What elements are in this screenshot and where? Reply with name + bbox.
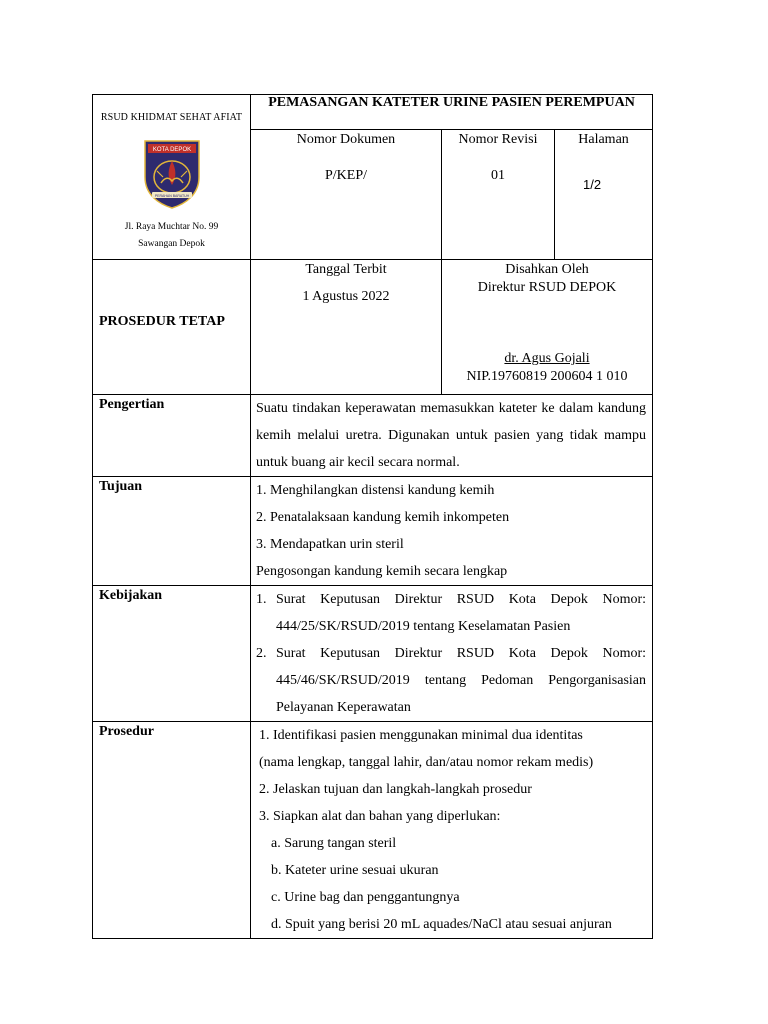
tanggal-terbit-cell: [251, 260, 442, 395]
nomor-dokumen-value: P/KEP/: [324, 168, 367, 183]
prosedur-sub-item: b. Kateter urine sesuai ukuran: [271, 863, 439, 878]
tujuan-item: 1. Menghilangkan distensi kandung kemih: [256, 483, 495, 498]
prosedur-sub-item: c. Urine bag dan penggantungnya: [271, 890, 460, 905]
prosedur-content: [251, 722, 653, 939]
document-title: PEMASANGAN KATETER URINE PASIEN PEREMPUAN: [251, 95, 653, 130]
prosedur-line: 2. Jelaskan tujuan dan langkah-langkah prosedur: [259, 782, 532, 797]
kebijakan-item-text: Surat Keputusan Direktur RSUD Kota Depok Nomor: 445/46/SK/RSUD/2019 tentang Pedoman Pengorganisasian Pelayanan Keperawatan: [276, 646, 647, 715]
prosedur-line: (nama lengkap, tanggal lahir, dan/atau nomor rekam medis): [259, 755, 594, 770]
prosedur-tetap-cell: [93, 260, 251, 395]
kebijakan-label: Kebijakan: [93, 586, 251, 722]
disahkan-cell: [442, 260, 653, 395]
disahkan-title: Direktur RSUD DEPOK: [477, 280, 617, 295]
hospital-info-cell: [93, 95, 251, 260]
nomor-revisi-label: Nomor Revisi: [458, 132, 538, 147]
nomor-dokumen-label: Nomor Dokumen: [296, 132, 396, 147]
tujuan-item: Pengosongan kandung kemih secara lengkap: [256, 564, 508, 579]
sop-document: [92, 94, 652, 939]
pengertian-label: Pengertian: [93, 395, 251, 477]
tanggal-terbit-value: 1 Agustus 2022: [302, 289, 390, 304]
tujuan-item: 2. Penatalaksaan kandung kemih inkompeten: [256, 510, 510, 525]
nomor-revisi-cell: [442, 130, 555, 260]
address-line-1: Jl. Raya Muchtar No. 99: [124, 222, 219, 232]
kebijakan-item: [256, 586, 646, 640]
kebijakan-item-number: 1.: [256, 592, 267, 607]
nomor-revisi-value: 01: [491, 168, 505, 183]
prosedur-sub-item: a. Sarung tangan steril: [271, 836, 397, 851]
nomor-dokumen-cell: [251, 130, 442, 260]
halaman-value: 1/2: [583, 177, 602, 192]
logo-ribbon-text: PERAHAN BARATUH: [154, 194, 189, 198]
prosedur-sub-item: d. Spuit yang berisi 20 mL aquades/NaCl atau sesuai anjuran: [271, 917, 612, 932]
tanggal-terbit-label: Tanggal Terbit: [305, 262, 387, 277]
kebijakan-item-text: Surat Keputusan Direktur RSUD Kota Depok Nomor: 444/25/SK/RSUD/2019 tentang Keselamatan Pasien: [276, 592, 647, 634]
tujuan-item: 3. Mendapatkan urin steril: [256, 537, 404, 552]
kota-depok-logo: [141, 137, 203, 209]
kebijakan-content: [251, 586, 653, 722]
disahkan-label: Disahkan Oleh: [505, 262, 589, 277]
tujuan-content: [251, 477, 653, 586]
prosedur-line: 1. Identifikasi pasien menggunakan minimal dua identitas: [259, 728, 583, 743]
prosedur-label: Prosedur: [93, 722, 251, 939]
hospital-name: RSUD KHIDMAT SEHAT AFIAT: [100, 112, 243, 123]
sop-table: [92, 94, 653, 939]
halaman-cell: [555, 130, 653, 260]
signatory-name: dr. Agus Gojali: [504, 351, 590, 366]
logo-banner-text: KOTA DEPOK: [152, 147, 191, 153]
pengertian-text: Suatu tindakan keperawatan memasukkan kateter ke dalam kandung kemih melalui uretra. Digunakan untuk pasien yang tidak mampu untuk buang air kecil secara normal.: [251, 395, 653, 477]
prosedur-line: 3. Siapkan alat dan bahan yang diperlukan:: [259, 809, 501, 824]
kebijakan-item-number: 2.: [256, 646, 267, 661]
tujuan-label: Tujuan: [93, 477, 251, 586]
signatory-nip: NIP.19760819 200604 1 010: [466, 369, 628, 384]
halaman-label: Halaman: [578, 132, 629, 147]
prosedur-tetap-label: PROSEDUR TETAP: [99, 314, 225, 329]
kebijakan-item: [256, 640, 646, 721]
hospital-address: [93, 219, 250, 253]
address-line-2: Sawangan Depok: [138, 239, 205, 249]
